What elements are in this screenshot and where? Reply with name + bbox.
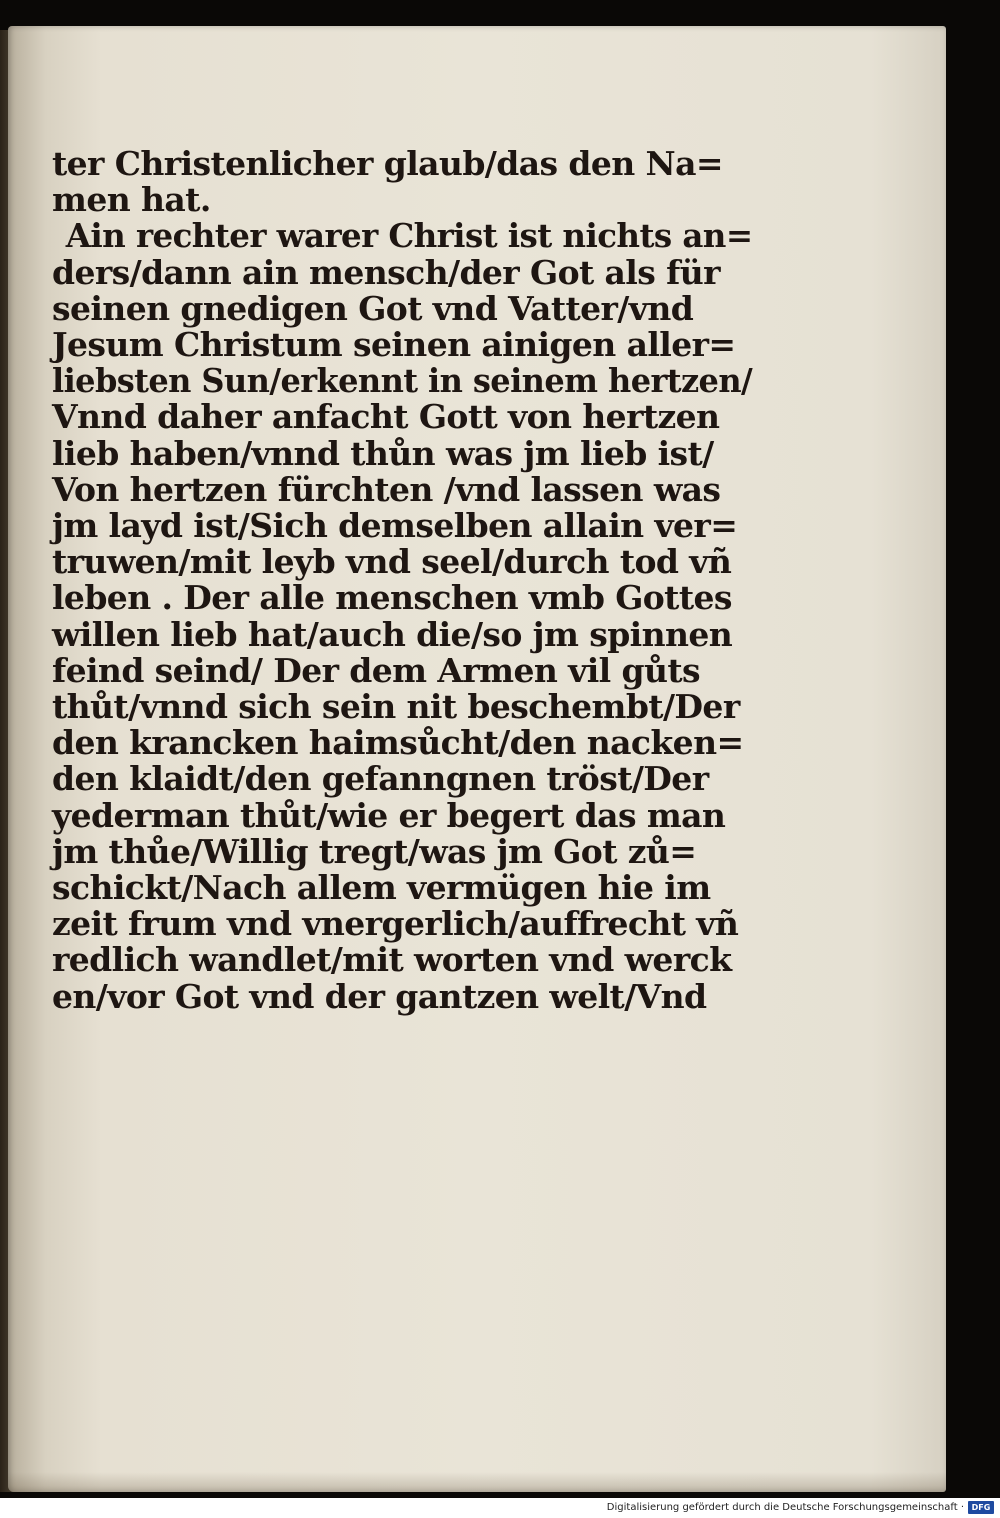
text-line: Vnnd daher anfacht Gott von hertzen (52, 397, 720, 437)
text-line: liebsten Sun/erkennt in seinem hertzen/ (52, 361, 753, 401)
text-line: feind seind/ Der dem Armen vil gůts (52, 650, 700, 690)
page-text-block (52, 146, 752, 1015)
text-line: ders/dann ain mensch/der Got als für (52, 252, 720, 292)
text-line: Von hertzen fürchten /vnd lassen was (52, 469, 721, 509)
text-line: leben . Der alle menschen vmb Gottes (52, 578, 732, 618)
footer-bar (0, 1498, 1000, 1518)
text-line: willen lieb hat/auch die/so jm spinnen (52, 614, 733, 654)
text-line: yederman thůt/wie er begert das man (52, 795, 726, 835)
funding-credit: Digitalisierung gefördert durch die Deutsche Forschungsgemeinschaft · (606, 1502, 964, 1513)
text-line: redlich wandlet/mit worten vnd werck (52, 940, 732, 980)
text-line: schickt/Nach allem vermügen hie im (52, 868, 711, 908)
text-line: lieb haben/vnnd thůn was jm lieb ist/ (52, 433, 714, 473)
dfg-logo-icon: DFG (968, 1501, 994, 1514)
text-line: en/vor Got vnd der gantzen welt/Vnd (52, 976, 707, 1016)
book-page (8, 26, 946, 1492)
text-line: men hat. (52, 180, 211, 220)
text-line: den klaidt/den gefanngnen tröst/Der (52, 759, 709, 799)
text-line: truwen/mit leyb vnd seel/durch tod vñ (52, 542, 732, 582)
text-line: Jesum Christum seinen ainigen aller= (52, 325, 736, 365)
text-line: zeit frum vnd vnergerlich/auffrecht vñ (52, 904, 739, 944)
text-line: thůt/vnnd sich sein nit beschembt/Der (52, 687, 740, 727)
text-line: seinen gnedigen Got vnd Vatter/vnd (52, 288, 694, 328)
text-line: den krancken haimsůcht/den nacken= (52, 723, 744, 763)
text-line: ter Christenlicher glaub/das den Na= (52, 144, 723, 183)
text-line: jm thůe/Willig tregt/was jm Got zů= (52, 831, 697, 871)
text-line: jm layd ist/Sich demselben allain ver= (52, 506, 738, 546)
text-line: Ain rechter warer Christ ist nichts an= (65, 216, 753, 256)
